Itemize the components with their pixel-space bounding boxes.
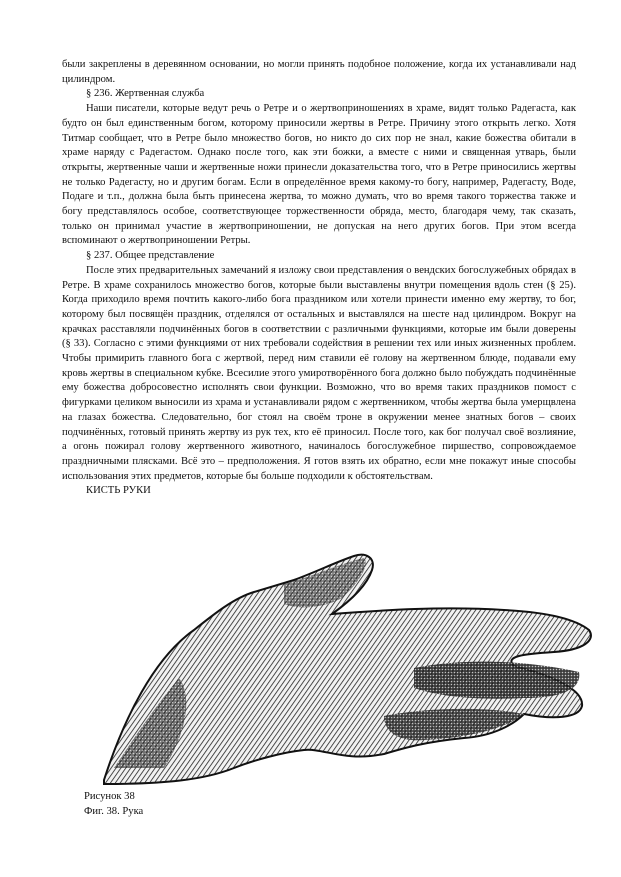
figure-caption-label: Фиг. 38. Рука: [84, 806, 144, 817]
figure-caption-number: Рисунок 38: [84, 791, 135, 802]
paragraph-236: Наши писатели, которые ведут речь о Ретре и о жертвоприношениях в храме, видят только Радегаста, как будто он был единственным богом, которому приносили жертвы в Ретре. Причину этого открыть легко. Хотя Титмар сообщает, что в Ретре было множество богов, но никто до сих пор не знал, какие божества обитали в храме наряду с Радегастом. Однако после того, как эти божки, а вместе с ними и священная утварь, были открыты, жертвенные чаши и жертвенные ножи принесли доказательства того, что в Ретре приносились жертвы не только Радегасту, но и другим богам. Если в определённое время какому-то богу, например, Радегасту, Воде, Подаге и т.п., должна была быть принесена жертва, то можно думать, что во время такого торжества также и богу представлялось особое, соответствующее торжественности обряда, место, благодаря чему, так сказать, только он принимал участие в жертвоприношении, не допуская на него других богов. При этом всегда вспоминают о жертвоприношении Ретры.: [62, 103, 576, 247]
finger-shading: [384, 709, 524, 740]
paragraph-continued: были закреплены в деревянном основании, но могли принять подобное положение, когда их устанавливали над цилиндром.: [62, 59, 576, 85]
hand-illustration: [84, 548, 600, 786]
paragraph-237: После этих предварительных замечаний я изложу свои представления о вендских богослужебных обрядах в Ретре. В храме сохранилось множество богов, которые были выставлены внутри помещения вдоль стен (§ 25). Когда приходило время почтить какого-либо бога праздником или хотели принести именно ему жертву, то бог, которому был посвящён праздник, отделялся от остальных и выставлялся на шесте над цилиндром. Вокруг на крачках расставляли подчинённых богов в соответствии с различными функциями, которые им были доверены (§ 33). Согласно с этими функциями от них требовали содействия в решении тех или иных жизненных проблем. Чтобы примирить главного бога с жертвой, перед ним ставили её голову на жертвенном блюде, подавали ему кровь жертвы в специальном кубке. Всесилие этого умиротворённого бога должно было побуждать подчинённые ему божества добросовестно исполнять свои функции. Возможно, что во время таких праздников помост с фигурками целиком выносили из храма и устанавливали рядом с жертвенником, чтобы жертва была умерщвлена на глазах божества. Следовательно, бог стоял на своём троне в окружении менее знатных богов – своих подчинённых, готовый принять жертву из рук тех, кто её приносил. После того, как бог получал своё возлияние, а огонь пожирал голову жертвенного животного, начиналось богослужебное пиршество, сопровождаемое праздничными плясками. Всё это – предположения. Я готов взять их обратно, если мне покажут иные способы использования этих предметов, которые бы больше подходили к обстоятельствам.: [62, 264, 576, 482]
section-heading-236: § 236. Жертвенная служба: [86, 88, 205, 100]
document-body: [62, 58, 576, 499]
thumb-shading: [284, 558, 366, 607]
section-heading-237: § 237. Общее представление: [86, 250, 215, 262]
finger-shading: [414, 662, 579, 699]
figure-title: КИСТЬ РУКИ: [86, 485, 151, 497]
